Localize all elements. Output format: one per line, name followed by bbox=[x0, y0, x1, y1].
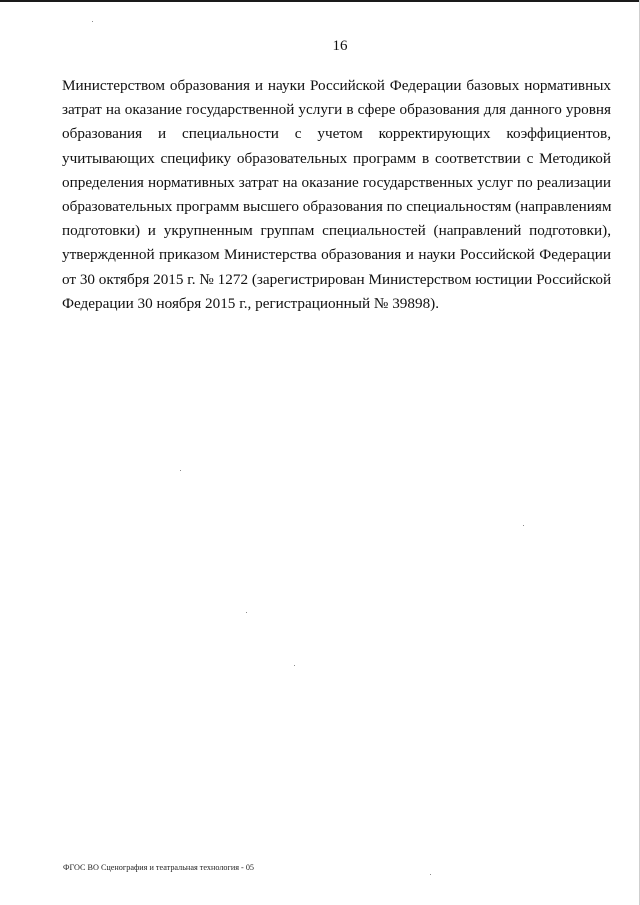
paragraph-line: образования и специальности с учетом корректирующих коэффициентов, bbox=[62, 125, 611, 143]
body-paragraph bbox=[62, 74, 611, 316]
scan-speck bbox=[523, 525, 524, 526]
paragraph-line: учитывающих специфику образовательных программ в соответствии с Методикой bbox=[62, 149, 611, 167]
scan-speck bbox=[430, 874, 431, 875]
scan-speck bbox=[246, 612, 247, 613]
page-number: 16 bbox=[332, 38, 348, 54]
paragraph-line: затрат на оказание государственной услуги в сфере образования для данного уровня bbox=[62, 101, 611, 119]
scan-speck bbox=[180, 470, 181, 471]
paragraph-line: утвержденной приказом Министерства образования и науки Российской Федерации bbox=[62, 246, 611, 264]
scan-top-edge bbox=[0, 0, 640, 2]
document-footer: ФГОС ВО Сценография и театральная технология - 05 bbox=[63, 863, 255, 872]
paragraph-line: Министерством образования и науки Российской Федерации базовых нормативных bbox=[62, 77, 611, 94]
paragraph-line: от 30 октября 2015 г. № 1272 (зарегистрирован Министерством юстиции Российской bbox=[62, 270, 612, 288]
paragraph-line: подготовки) и укрупненным группам специальностей (направлений подготовки), bbox=[62, 222, 611, 240]
paragraph-line: Федерации 30 ноября 2015 г., регистрационный № 39898). bbox=[62, 294, 440, 312]
paragraph-line: определения нормативных затрат на оказание государственных услуг по реализации bbox=[62, 173, 611, 191]
scan-speck bbox=[294, 665, 295, 666]
paragraph-line: образовательных программ высшего образования по специальностям (направлениям bbox=[62, 198, 612, 216]
scan-speck bbox=[92, 21, 93, 22]
